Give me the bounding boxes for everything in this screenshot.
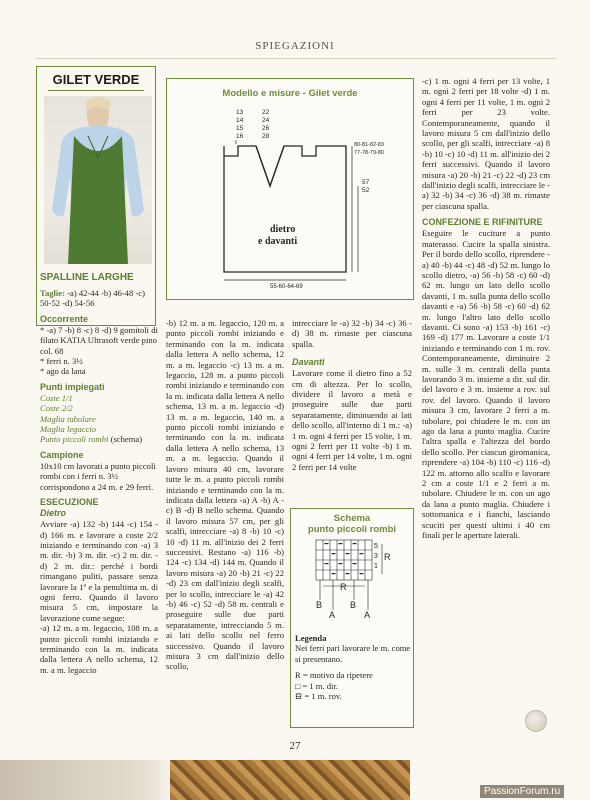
schema-title-line2: punto piccoli rombi	[307, 524, 397, 535]
top-right-measure-3: 26	[262, 125, 270, 132]
model-illustration	[44, 96, 152, 264]
row-label-3: 3	[374, 553, 378, 560]
bottom-label-a-1: A	[329, 610, 336, 620]
material-3: * ago da lana	[40, 366, 86, 377]
stitch-1: Coste 1/1	[40, 392, 73, 403]
legend-title: Legenda	[295, 633, 327, 643]
execution-title: ESECUZIONE	[40, 497, 99, 508]
legend-item-knit: □ = 1 m. dir.	[295, 680, 338, 691]
top-right-measure-4: 28	[262, 133, 270, 140]
material-2: * ferri n. 3½	[40, 356, 83, 367]
bottom-label-b-2: B	[350, 600, 357, 610]
r-label-side: R	[384, 552, 391, 562]
page-header: SPIEGAZIONI	[255, 40, 335, 52]
front-text: Lavorare come il dietro fino a 52 cm di altezza. Per lo scollo, dividere il lavoro a metà e proseguire sulle due parti separatamente, diminuendo ai lati dello scollo, all'interno di 1 m.: -a) 1 m. ogni 4 ferri per 15 volte, 1 m. ogni 2 ferri per 11 volte -b) 1 m. ogni 4 ferri per 14 volte, 1 m. ogni 2 ferri per 14 volte	[292, 368, 412, 472]
schema-chart	[300, 538, 410, 622]
gauge-text: 10x10 cm lavorati a punto piccoli rombi con i ferri n. 3½ corrispondono a 24 m. e 29 ferri.	[40, 460, 156, 492]
top-left-measure-1: 13	[236, 109, 244, 116]
right-measure-1: 80-81-82-83	[354, 142, 384, 148]
top-left-measure-3: 15	[236, 125, 244, 132]
row-label-5: 5	[374, 543, 378, 550]
stitch-5-suffix: (schema)	[108, 434, 143, 445]
finishing-title: CONFEZIONE E RIFINITURE	[422, 217, 543, 228]
knit-texture	[170, 760, 410, 800]
sizes	[40, 288, 158, 309]
title-divider	[48, 90, 144, 91]
right-text-1: -c) 1 m. ogni 4 ferri per 13 volte, 1 m. ogni 2 ferri per 18 volte -d) 1 m. ogni 4 ferri per 11 volte, 1 m. ogni 2 ferri per 23 volte. Contemporaneamente, quando il lavoro misura 5 cm dall'inizio dello scollo, per gli scalfi, intrecciare -a) 8 -b) 10 -c) 10 -d) 11 m. all'inizio dei 2 ferri successivi. Quando il lavoro misura -a) 20 -b) 21 -c) 22 -d) 23 cm dall'inizio degli scalfi, intrecciare le -a) 32 -b) 34 -c) 36 -d) 38 m. rimaste per ciascuna spalla.	[422, 76, 551, 211]
stitches-title: Punti impiegati	[40, 381, 105, 392]
stitch-4: Maglia legaccio	[40, 424, 97, 435]
right-text-2: Eseguire le cuciture a punto materasso. Cucire la spalla sinistra. Per il bordo dello scollo, riprendere -a) 40 -b) 44 -c) 48 -d) 52 m. lungo lo scollo dietro, -a) 56 -b) 58 -c) 60 -d) 62 m. lungo un lato dello scollo davanti, 1 m. sulla punta dello scollo davanti e -a) 56 -b) 58 -c) 60 -d) 62 m. lungo l'altro lato dello scollo davanti. Ci sono -a) 153 -b) 161 -c) 169 -d) 177 m. Lavorare a coste 1/1 iniziando e terminando con 1 m. rov. Contemporaneamente, diminuire 2 m. sulle 3 m. centrali della punta lavorando 3 m. insieme a dir. sul dir. del lavoro e 3 m. insieme a rov. sul rov. del lavoro. Quando il lavoro misura 3 cm, lavorare 2 ferri a m. tubolare, poi chiudere le m. con un ago da lana a punto maglia. Cucire l'altra spalla e l'altezza del bordo dello scollo. Per ciascun giromanica, riprendere -a) 104 -b) 110 -c) 116 -d) 122 m. attorno allo scalfo e lavorare 2 cm a coste 1/1 e 2 ferri a m. tubolare. Chiudere le m. con un ago da lana a punto maglia. Chiudere i sottomanica e i fianchi, lasciando scuciti per questi ultimi i 40 cm finali per le aperture laterali.	[422, 228, 550, 541]
top-right-measure-1: 22	[262, 109, 270, 116]
sizes-text: -a) 42-44 -b) 46-48 -c) 50-52 -d) 54-56	[40, 288, 145, 309]
side-measure-2: 52	[362, 187, 370, 194]
page-title: GILET VERDE	[52, 72, 140, 87]
diagram-title: Modello e misure - Gilet verde	[222, 88, 358, 99]
bottom-label-a-2: A	[364, 610, 371, 620]
middle-text: -b) 12 m. a m. legaccio, 120 m. a punto piccoli rombi iniziando e terminando con la m. indicata dalla lettera A nello schema, 12 m. a m. legaccio -c) 13 m. a m. legaccio, 128 m. a punto piccoli rombi iniziando e terminando con la m. indicata dalla lettera A nello schema, 13 m. a m. legaccio -d) 13 m. a m. legaccio, 140 m. a punto piccoli rombi iniziando e terminando con la m. indicata dalla lettera A nello schema, 13 m. a m. legaccio. Quando il lavoro misura 40 cm, lavorare tutte le m. a punto piccoli rombi iniziando e terminando con la m. indicata dalla lettera -a) A -b) A -c) B -d) B nello schema. Quando il lavoro misura 57 cm, per gli scalfi, intrecciare -a) 8 -b) 10 -c) 10 -d) 11 m. all'inizio dei 2 ferri successivi. Restano -a) 116 -b) 124 -c) 134 -d) 144 m. Quando il lavoro misura -a) 20 -b) 21 -c) 22 -d) 23 cm dall'inizio degli scalfi, per lo scollo, intrecciare le -a) 42 -b) 46 -c) 52 -d) 58 m. centrali e proseguire sulle due parti separatamente, intrecciando 5 m. ai lati dello scollo nel ferro successivo. Quando il lavoro misura 3 cm dall'inizio dello scollo,	[166, 318, 284, 672]
legend-text: Nei ferri pari lavorare le m. come si presentano.	[295, 643, 411, 664]
right-measure-2: 77-78-79-80	[354, 150, 384, 156]
sizes-label: Taglie:	[40, 288, 65, 298]
header-divider	[36, 58, 556, 59]
right-column	[422, 76, 550, 540]
row-label-1: 1	[374, 563, 378, 570]
top-left-measure-2: 14	[236, 117, 244, 124]
page-number: 27	[289, 740, 301, 752]
legend-item-purl: ⊟ = 1 m. rov.	[295, 691, 342, 702]
garment-diagram	[166, 100, 414, 296]
third-column	[292, 318, 412, 472]
gauge-title: Campione	[40, 449, 84, 460]
top-left-measure-4: 16	[236, 133, 244, 140]
yarn-ball-icon	[525, 710, 547, 732]
bottom-measure: 55-60-64-69	[270, 284, 303, 290]
third-text: intrecciare le -a) 32 -b) 34 -c) 36 -d) 38 m. rimaste per ciascuna spalla.	[292, 318, 412, 349]
schema-title-line1: Schema	[333, 513, 371, 524]
bottom-label-b-1: B	[316, 600, 323, 610]
stitch-2: Coste 2/2	[40, 403, 73, 414]
top-right-measure-2: 24	[262, 117, 270, 124]
watermark: PassionForum.ru	[480, 785, 564, 798]
back-title: Dietro	[40, 508, 67, 519]
piece-label-2: e davanti	[258, 236, 298, 247]
legend	[295, 633, 411, 701]
front-title: Davanti	[292, 357, 325, 368]
model-photo	[44, 96, 152, 264]
legend-item-repeat: R = motivo da ripetere	[295, 670, 373, 681]
stitch-3: Maglia tubolare	[40, 413, 96, 424]
back-text: Avviare -a) 132 -b) 144 -c) 154 -d) 166 m. e lavorare a coste 2/2 iniziando e terminando con -a) 3 m. dir. -b) 3 m. dir. -c) 2 m. dir. -d) 2 m. dir.: perché i bordi rimangano puliti, passare senza lavorare la 1ª e la penultima m. di ogni ferro. Quando il lavoro misura 5 cm, impostare la lavorazione come segue:	[40, 519, 158, 623]
stitch-5	[40, 434, 158, 444]
left-column	[40, 272, 158, 675]
materials-title: Occorrente	[40, 313, 89, 324]
subtitle: SPALLINE LARGHE	[40, 272, 134, 283]
r-label-bottom: R	[340, 582, 347, 592]
schema-title	[290, 513, 414, 535]
material-1: * -a) 7 -b) 8 -c) 8 -d) 9 gomitoli di filato KATIA Ultrasoft verde pino col. 68	[40, 324, 158, 356]
stitch-5-name: Punto piccoli rombi	[40, 434, 109, 445]
piece-label-1: dietro	[270, 224, 296, 235]
side-measure-1: 57	[362, 179, 370, 186]
back-text-2: -a) 12 m. a m. legaccio, 108 m. a punto piccoli rombi iniziando e terminando con la m. indicata dalla lettera A nello schema, 12 m. a m. legaccio	[40, 623, 158, 675]
middle-column	[166, 318, 284, 672]
